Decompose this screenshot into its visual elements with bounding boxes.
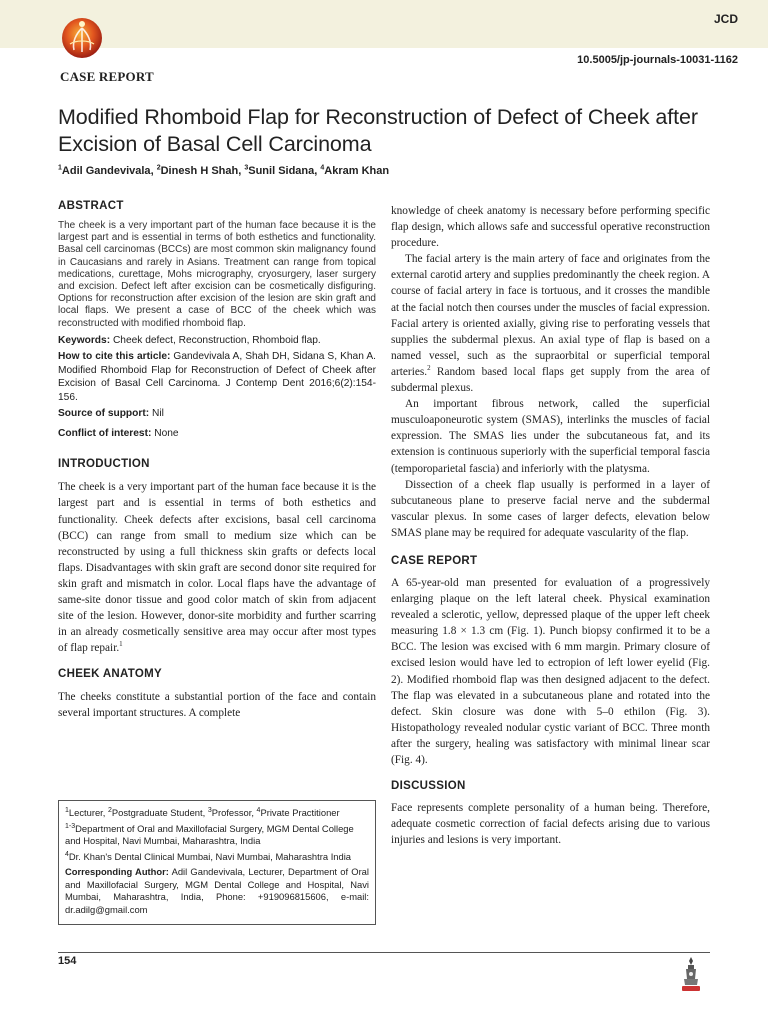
case-report-text: A 65-year-old man presented for evaluation of a progressively enlarging plaque on the left lateral cheek. Physical examination revealed a sclerotic, yellow, depressed plaque of the upper left cheek measuring 1.8 × 1.3 cm (Fig. 1). Punch biopsy confirmed it to be a BCC. The lesion was excised with 6 mm margin. Primary closure of excised lesion would have led to ectropion of left lower eyelid (Fig. 2). Modified rhomboid flap was then designed adjacent to the defect. The flap was elevated in a subcutaneous plane and rotated into the defect. Skin closure was done with 5–0 ethilon (Fig. 3). Histopathology revealed nodular cystic variant of BCC. Three month after the surgery, healing was satisfactory with minimal linear scar (Fig. 4). [391,576,710,766]
affiliation-2 [65,851,369,864]
author-name: Adil Gandevivala [61,165,151,177]
cheek-anatomy-heading: CHEEK ANATOMY [58,668,162,681]
author-roles [65,807,369,820]
corresponding-author [65,866,369,916]
author-sup: 2 [156,164,161,172]
journal-abbrev: JCD [713,12,738,26]
discussion-text: Face represents complete personality of a human being. Therefore, adequate cosmetic correction of facial defects arising due to various injuries and lesions is very important. [391,802,710,847]
conflict-label: Conflict of interest: [58,427,152,439]
introduction-text [58,479,376,656]
author-list: $^1$Adil Gandevivala, $^2$Dinesh H Shah, $^3$Sunil Sidana, $^4$Akram Khan [58,164,390,177]
author-name: Dinesh H Shah [160,165,239,177]
journal-logo-icon [60,16,104,60]
publisher-emblem-icon [680,955,702,995]
citation-value: Gandevivala A, Shah DH, Sidana S, Khan A. Modified Rhomboid Flap for Reconstruction of Defect of Cheek after Excision of Basal Cell Carcinoma. J Contemp Dent 2016;6(2):154-156. [58,351,376,403]
page-number: 154 [58,955,77,967]
support-value: Nil [151,408,164,420]
affiliation-sup: 1-3 [65,822,76,830]
author-sup: 1 [58,164,62,172]
reference-marker[interactable]: 1 [119,640,123,649]
role-text: Lecturer, [68,807,108,818]
role-text: Private Practitioner [260,807,340,818]
cheek-anatomy-p1: The cheeks constitute a substantial portion of the face and contain several important structures. A complete [58,691,376,720]
author-sup: 3 [244,164,249,172]
corresponding-label: Corresponding Author: [65,866,169,877]
affiliation-sup: 4 [65,850,69,858]
keywords-label: Keywords: [58,334,111,346]
introduction-body: The cheek is a very important part of the human face because it is the largest part and is essential in terms of both esthetics and functionality. Cheek defects after excisions, basal cell carcinoma (BCC) can range from small to medium size which can be reconstructed by using a full thickness skin grafts or defects local flaps. Disadvantages with skin graft are second donor site required for skin graft and mismatch in color. Local flaps have the advantage of same-site donor tissue and good color match of skin from adjacent site of the lesion. However, donor-site morbidity and further scarring in an already cosmetically sensitive area may occur after most types of flap repair. [58,481,376,655]
role-text: Postgraduate Student, [111,807,208,818]
role-sup: 2 [108,806,112,814]
left-column [58,200,376,722]
doi[interactable]: 10.5005/jp-journals-10031-1162 [577,54,738,66]
cheek-anatomy-p2 [391,251,710,396]
case-report-heading: CASE REPORT [391,554,478,567]
cheek-anatomy-p2-a: The facial artery is the main artery of face and originates from the external carotid artery and supplies predominantly the cheek region. A course of facial artery in face is tortuous, and it crosses the mandible at the facial notch then courses under the muscles of facial expression. Facial artery is oriented axially, giving rise to perforating vessels that supplies the subdermal plexus. An axial type of flap is based on a named vessel, such as the supraorbital or superficial temporal arteries. [391,253,710,378]
keywords-value: Cheek defect, Reconstruction, Rhomboid flap. [112,334,321,346]
footer-rule [58,952,710,953]
citation-label: How to cite this article: [58,351,171,363]
author-name: Sunil Sidana [248,165,315,177]
citation [58,350,376,404]
conflict-value: None [154,427,179,439]
article-title: Modified Rhomboid Flap for Reconstruction of Defect of Cheek after Excision of Basal Cell Carcinoma [58,105,698,156]
cheek-anatomy-p4: Dissection of a cheek flap usually is performed in a layer of subcutaneous plane to preserve facial nerve and the subdermal vascular plexus. In some cases of larger defects, elevation below SMAS plane may be required for adequate vascularity of the flap. [391,478,710,539]
affiliation-1 [65,823,369,848]
section-label: CASE REPORT [60,69,154,84]
right-column [391,203,710,848]
cheek-anatomy-p3: An important fibrous network, called the superficial musculoaponeurotic system (SMAS), interlinks the muscles of facial expression. The SMAS lies under the subcutaneous fat, and its extension is continuous superiorly with the superficial temporal fascia (temporoparietal fascia) and inferiorly with the platysma. [391,398,710,475]
role-sup: 3 [207,806,212,814]
introduction-heading: INTRODUCTION [58,458,150,471]
source-of-support [58,407,376,421]
author-name: Akram Khan [324,165,390,177]
cheek-anatomy-p1-cont: knowledge of cheek anatomy is necessary before performing specific flap design, which allows safe and successful operative reconstruction procedure. [391,205,710,250]
author-sup: 4 [320,164,325,172]
affiliation-text: Department of Oral and Maxillofacial Surgery, MGM Dental College and Hospital, Navi Mumbai, Maharashtra, India [65,822,354,846]
reference-marker[interactable]: 2 [427,364,431,373]
role-text: Professor, [211,807,257,818]
cheek-anatomy-p2-b: Random based local flaps get supply from the area of subdermal plexus. [391,365,710,395]
discussion-heading: DISCUSSION [391,780,466,793]
keywords [58,334,376,348]
abstract-text: The cheek is a very important part of the human face because it is the largest part and is essential in terms of both esthetics and functionality. Basal cell carcinomas (BCCs) are most common skin malignancy found in Caucasians and rarely in Asians. Treatment can range from topical medications, curettage, Mohs micrography, cryosurgery, laser surgery and excision. Defect left after excision can be cosmetically disfiguring. Options for reconstruction after excision of the lesion are skin graft and local flaps. We present a case of BCC of the cheek which was reconstructed with modified rhomboid flap. [58,220,376,329]
abstract-heading: ABSTRACT [58,200,124,212]
affiliation-text: Dr. Khan's Dental Clinical Mumbai, Navi Mumbai, Maharashtra India [68,850,352,862]
conflict-of-interest [58,427,376,441]
role-sup: 4 [256,806,261,814]
corresponding-text: Adil Gandevivala, Lecturer, Department of Oral and Maxillofacial Surgery, MGM Dental College and Hospital, Navi Mumbai, Maharashtra, India, Phone: +919096815606, e-mail: dr.adilg@gmail.com [65,866,369,915]
support-label: Source of support: [58,408,150,420]
header-band [0,0,768,48]
role-sup: 1 [65,806,69,814]
affiliation-box [58,800,376,925]
